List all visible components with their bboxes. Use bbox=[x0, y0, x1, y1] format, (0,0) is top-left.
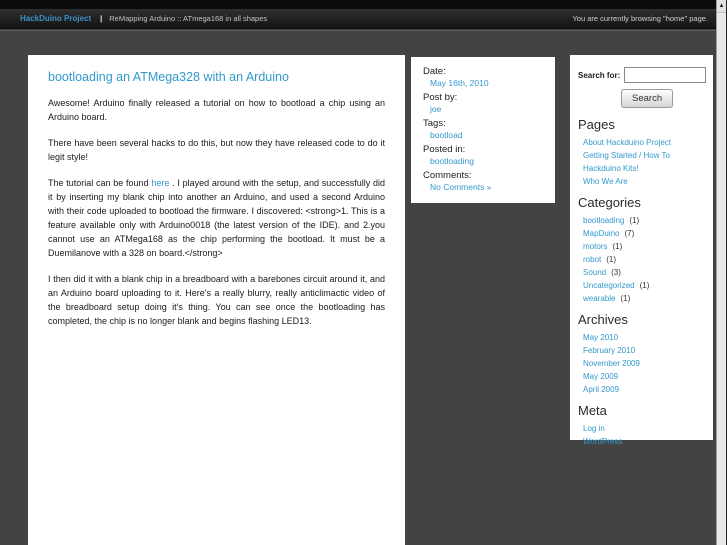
search-button[interactable]: Search bbox=[621, 89, 673, 108]
site-tagline: ReMapping Arduino :: ATmega168 in all shapes bbox=[109, 14, 268, 23]
category-row bbox=[583, 281, 705, 290]
category-count: (1) bbox=[629, 216, 640, 225]
search-form bbox=[578, 67, 705, 83]
archive-link[interactable]: February 2010 bbox=[583, 346, 636, 355]
category-link[interactable]: Uncategorized bbox=[583, 281, 635, 290]
top-black-strip bbox=[0, 0, 716, 9]
category-row bbox=[583, 294, 705, 303]
sidebar-heading-pages: Pages bbox=[578, 117, 615, 132]
category-count: (7) bbox=[624, 229, 635, 238]
sidebar-heading-meta: Meta bbox=[578, 403, 607, 418]
post-meta-panel bbox=[411, 57, 555, 203]
vertical-scrollbar[interactable] bbox=[716, 0, 727, 545]
post-paragraph bbox=[48, 176, 385, 260]
category-count: (1) bbox=[606, 255, 617, 264]
category-count: (1) bbox=[620, 294, 631, 303]
category-link[interactable]: robot bbox=[583, 255, 602, 264]
category-link[interactable]: wearable bbox=[583, 294, 616, 303]
archive-link[interactable]: May 2010 bbox=[583, 333, 619, 342]
archive-link[interactable]: May 2009 bbox=[583, 372, 619, 381]
post-paragraph: There have been several hacks to do this, but now they have released code to do it legit style! bbox=[48, 138, 385, 162]
meta-author-link[interactable]: joe bbox=[430, 104, 442, 114]
browsing-status-text: You are currently browsing "home" page. bbox=[572, 14, 708, 23]
search-input[interactable] bbox=[624, 67, 706, 83]
wordpress-link[interactable]: WordPress bbox=[583, 437, 623, 446]
post-panel bbox=[28, 55, 405, 545]
meta-label-date: Date: bbox=[423, 66, 446, 77]
sidebar-page-link[interactable]: Getting Started / How To bbox=[583, 151, 671, 160]
scroll-up-icon[interactable]: ▲ bbox=[717, 0, 726, 13]
tutorial-here-link[interactable]: here bbox=[151, 178, 170, 188]
archive-link[interactable]: April 2009 bbox=[583, 385, 620, 394]
category-count: (1) bbox=[639, 281, 650, 290]
archive-link[interactable]: November 2009 bbox=[583, 359, 640, 368]
sidebar-page-link[interactable]: Who We Are bbox=[583, 177, 628, 186]
post-paragraph: I then did it with a blank chip in a breadboard with a barebones circuit around it, and an Arduino board uploading to it. Here's a really blurry, really anticlimactic video of the breadboard setup doing it's thing. You can see once the bootloading has completed, the chip is no longer blank and begins flashing LED13. bbox=[48, 274, 385, 326]
category-link[interactable]: bootloading bbox=[583, 216, 625, 225]
meta-tag-link[interactable]: bootload bbox=[430, 130, 463, 140]
category-row bbox=[583, 216, 705, 225]
search-label: Search for: bbox=[578, 70, 621, 80]
meta-label-comments: Comments: bbox=[423, 170, 472, 181]
sidebar-heading-categories: Categories bbox=[578, 195, 641, 210]
category-row bbox=[583, 242, 705, 251]
site-header bbox=[0, 9, 716, 29]
category-link[interactable]: MapDuino bbox=[583, 229, 620, 238]
category-count: (3) bbox=[611, 268, 621, 277]
meta-category-link[interactable]: bootloading bbox=[430, 156, 474, 166]
sidebar-page-link[interactable]: Hackduino Kits! bbox=[583, 164, 639, 173]
meta-label-author: Post by: bbox=[423, 92, 458, 103]
post-title-link[interactable]: bootloading an ATMega328 with an Arduino bbox=[48, 70, 289, 84]
login-link[interactable]: Log in bbox=[583, 424, 605, 433]
sidebar-page-link[interactable]: About Hackduino Project bbox=[583, 138, 672, 147]
post-paragraph: Awesome! Arduino finally released a tutorial on how to bootload a chip using an Arduino board. bbox=[48, 98, 385, 122]
meta-label-category: Posted in: bbox=[423, 144, 466, 155]
meta-comments-link[interactable]: No Comments » bbox=[430, 182, 492, 192]
meta-label-tags: Tags: bbox=[423, 118, 446, 129]
sidebar-heading-archives: Archives bbox=[578, 312, 628, 327]
category-row bbox=[583, 229, 705, 238]
category-link[interactable]: motors bbox=[583, 242, 608, 251]
category-link[interactable]: Sound bbox=[583, 268, 607, 277]
site-title-link[interactable]: HackDuino Project bbox=[20, 14, 92, 23]
category-row bbox=[583, 255, 705, 264]
category-count: (1) bbox=[612, 242, 623, 251]
header-separator: | bbox=[100, 14, 103, 23]
sidebar-panel bbox=[570, 55, 713, 446]
paragraph-text: The tutorial can be found bbox=[48, 178, 152, 188]
meta-date-link[interactable]: May 16th, 2010 bbox=[430, 78, 489, 88]
paragraph-text: . I played around with the setup, and successfully did it by inserting my blank chip into another an Arduino, and used a second Arduino with their code uploaded to bootload the firmware. I discovered: <strong>1. This is a feature available only with Arduino0018 (the latest version of the IDE). and 2.you cannot use an ATMega168 as the chip performing the bootload. It must be a Duemilanove with a 328 on board.</strong> bbox=[48, 178, 385, 258]
category-row bbox=[583, 268, 705, 277]
